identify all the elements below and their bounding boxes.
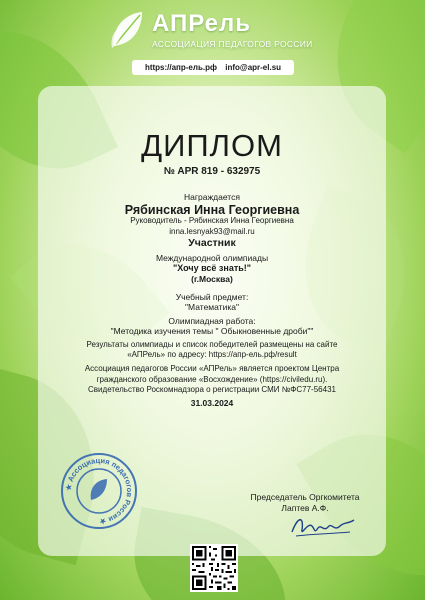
subject-value: "Математика" [185,302,239,312]
diploma-number: № APR 819 - 632975 [163,166,261,177]
qr-code[interactable] [190,544,238,592]
logo-title: АПРель [152,10,252,37]
email-link[interactable]: info@apr-el.su [225,63,282,72]
participant-role: Участник [188,237,236,249]
association-note [38,364,386,396]
results-line: «АПРель» по адресу: https://апр-ель.рф/result [127,350,297,359]
association-logo [110,8,340,56]
results-line: Результаты олимпиады и список победителей размещены на сайте [86,340,338,349]
olympiad-name: "Хочу всё знать!" [172,263,252,273]
event-type: Международной олимпиады [155,253,269,263]
event-city: (г.Москва) [191,274,233,284]
subject-label: Учебный предмет: [175,292,249,302]
issue-date: 31.03.2024 [190,398,234,408]
handwritten-signature [288,512,358,540]
recipient-email: inna.lesnyak93@mail.ru [169,227,255,236]
work-label: Олимпиадная работа: [168,316,256,326]
association-line: Ассоциация педагогов России «АПРель» является проектом Центра [84,364,340,373]
association-line: гражданского образование «Восхождение» (https://civiledu.ru). [96,374,328,384]
leader-line: Руководитель - Рябинская Инна Георгиевна [130,216,294,225]
stamp-leaf-icon [91,479,107,500]
recipient-name: Рябинская Инна Георгиевна [124,203,300,217]
results-note [38,340,386,360]
website-link[interactable]: https://апр-ель.рф [144,63,217,72]
association-stamp [60,452,138,530]
contacts-bar [132,60,294,75]
diploma-title: ДИПЛОМ [141,128,283,163]
signatory-name: Лаптев А.Ф. [281,503,329,513]
stamp-text: ★ Ассоциация педагогов России ★ [63,455,135,527]
association-line: Свидетельство Роскомнадзора о регистрации СМИ №ФС77-56431 [88,385,336,394]
signatory-block [245,492,365,514]
logo-subtitle: АССОЦИАЦИЯ ПЕДАГОГОВ РОССИИ [152,39,313,49]
leaf-logo-icon [110,10,146,50]
signatory-position: Председатель Оргкомитета [250,492,360,502]
work-title: "Методика изучения темы " Обыкновенные дроби"" [110,326,314,336]
awarded-label: Награждается [184,192,240,202]
